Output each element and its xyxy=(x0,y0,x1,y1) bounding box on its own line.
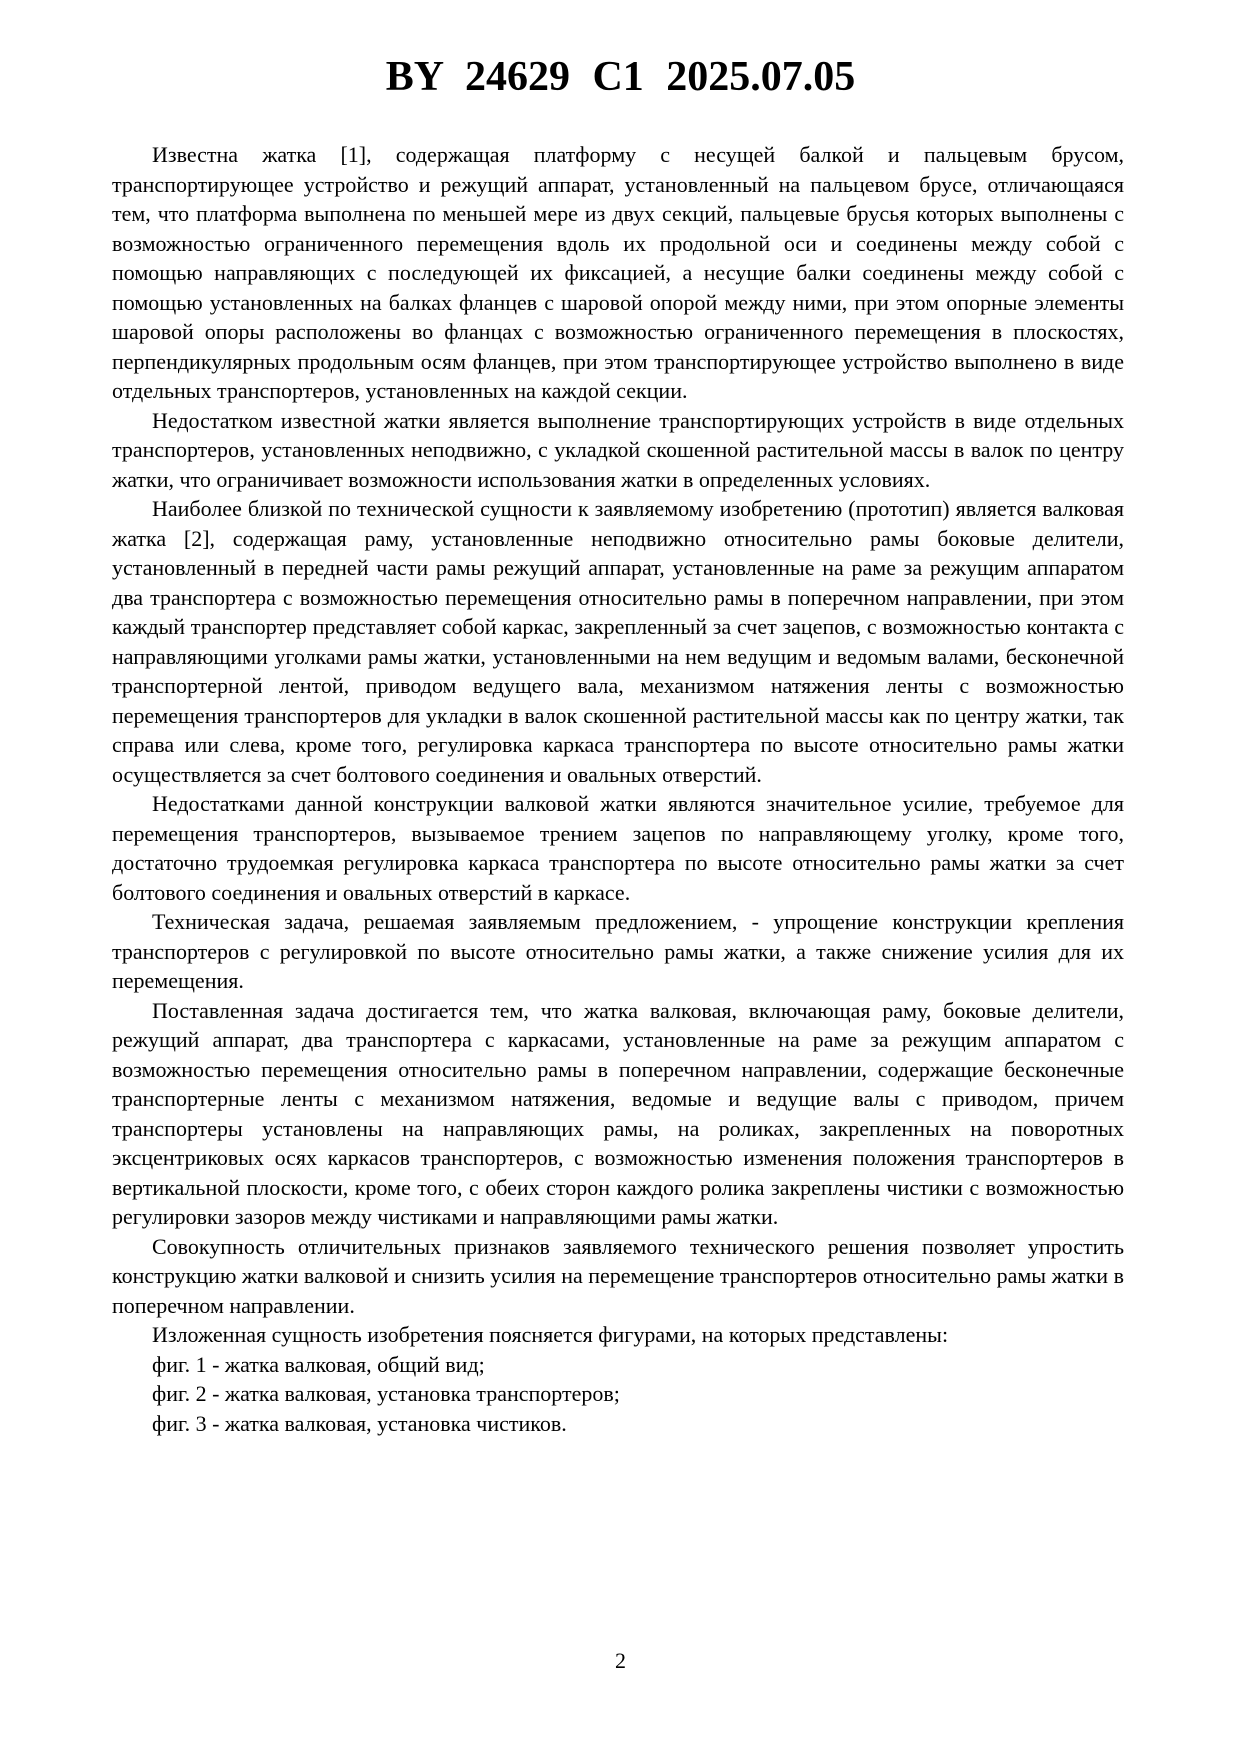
figure-list-item-3: фиг. 3 - жатка валковая, установка чистиков. xyxy=(152,1410,567,1436)
document-body xyxy=(112,140,1124,1438)
paragraph-prototype-drawbacks: Недостатками данной конструкции валковой жатки являются значительное усилие, требуемое для перемещения транспортеров, вызываемое трением зацепов по направляющему уголку, кроме того, достаточно трудоемкая регулировка каркаса транспортера по высоте относительно рамы жатки за счет болтового соединения и овальных отверстий в каркасе. xyxy=(112,791,1124,905)
figure-list-item-1: фиг. 1 - жатка валковая, общий вид; xyxy=(152,1351,485,1377)
paragraph-prototype: Наиболее близкой по технической сущности к заявляемому изобретению (прототип) является валковая жатка [2], содержащая раму, установленные неподвижно относительно рамы боковые делители, установленный в передней части рамы режущий аппарат, установленные на раме за режущим аппаратом два транспортера с возможностью перемещения относительно рамы в поперечном направлении, при этом каждый транспортер представляет собой каркас, закрепленный за счет зацепов, с возможностью контакта с направляющими уголками рамы жатки, установленными на нем ведущим и ведомым валами, бесконечной транспортерной лентой, приводом ведущего вала, механизмом натяжения ленты с возможностью перемещения транспортеров для укладки в валок скошенной растительной массы как по центру жатки, так справа или слева, кроме того, регулировка каркаса транспортера по высоте относительно рамы жатки осуществляется за счет болтового соединения и овальных отверстий. xyxy=(112,496,1124,787)
document-header: BY 24629 C1 2025.07.05 xyxy=(385,54,856,100)
page-number: 2 xyxy=(615,1648,626,1673)
paragraph-technical-task: Техническая задача, решаемая заявляемым предложением, - упрощение конструкции крепления транспортеров с регулировкой по высоте относительно рамы жатки, а также снижение усилия для их перемещения. xyxy=(112,909,1124,993)
paragraph-known-harvester: Известна жатка [1], содержащая платформу с несущей балкой и пальцевым брусом, транспортирующее устройство и режущий аппарат, установленный на пальцевом брусе, отличающаяся тем, что платформа выполнена по меньшей мере из двух секций, пальцевые брусья которых выполнены с возможностью ограниченного перемещения вдоль их продольной оси и соединены между собой с помощью направляющих с последующей их фиксацией, а несущие балки соединены между собой с помощью установленных на балках фланцев с шаровой опорой между ними, при этом опорные элементы шаровой опоры расположены во фланцах с возможностью ограниченного перемещения в плоскостях, перпендикулярных продольным осям фланцев, при этом транспортирующее устройство выполнено в виде отдельных транспортеров, установленных на каждой секции. xyxy=(112,142,1124,403)
figure-list-item-2: фиг. 2 - жатка валковая, установка транспортеров; xyxy=(152,1381,620,1406)
paragraph-known-drawback: Недостатком известной жатки является выполнение транспортирующих устройств в виде отдельных транспортеров, установленных неподвижно, с укладкой скошенной растительной массы в валок по центру жатки, что ограничивает возможности использования жатки в определенных условиях. xyxy=(112,407,1124,492)
paragraph-figures-intro: Изложенная сущность изобретения поясняется фигурами, на которых представлены: xyxy=(152,1322,949,1347)
paragraph-solution: Поставленная задача достигается тем, что жатка валковая, включающая раму, боковые делители, режущий аппарат, два транспортера с каркасами, установленные на раме за режущим аппаратом с возможностью перемещения относительно рамы в поперечном направлении, содержащие бесконечные транспортерные ленты с механизмом натяжения, ведомые и ведущие валы с приводом, причем транспортеры установлены на направляющих рамы, на роликах, закрепленных на поворотных эксцентриковых осях каркасов транспортеров, с возможностью изменения положения транспортеров в вертикальной плоскости, кроме того, с обеих сторон каждого ролика закреплены чистики с возможностью регулировки зазоров между чистиками и направляющими рамы жатки. xyxy=(112,997,1124,1229)
paragraph-distinctive-features: Совокупность отличительных признаков заявляемого технического решения позволяет упростить конструкцию жатки валковой и снизить усилия на перемещение транспортеров относительно рамы жатки в поперечном направлении. xyxy=(112,1233,1124,1318)
